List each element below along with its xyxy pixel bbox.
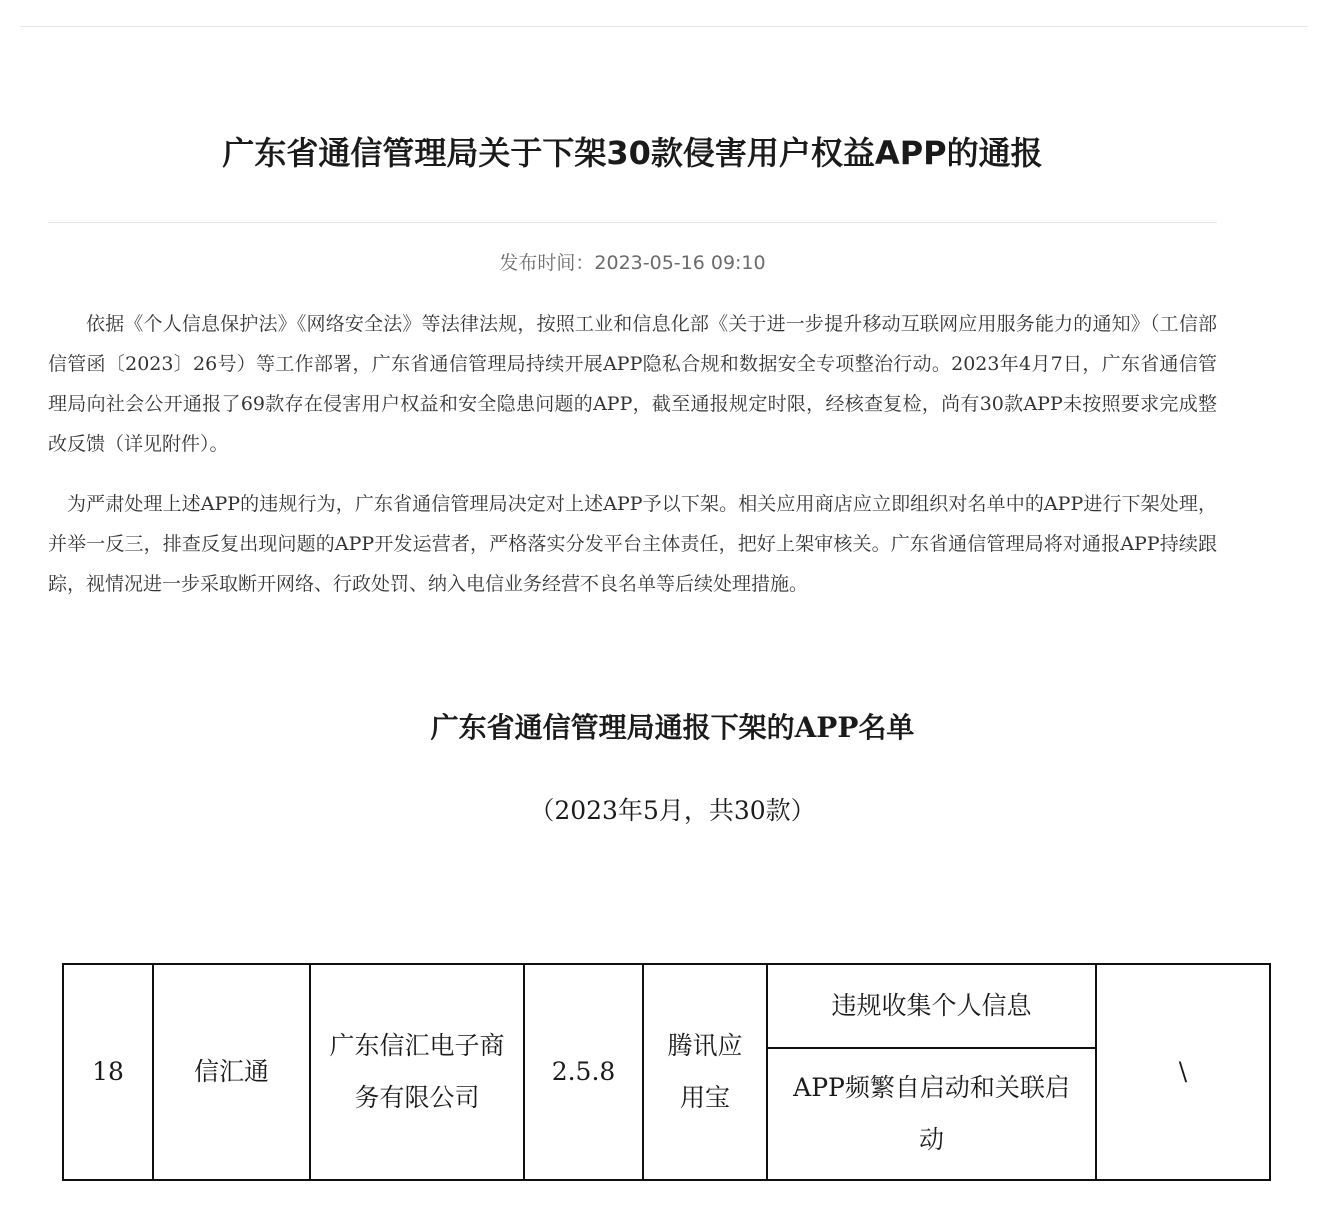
- publish-time: 2023-05-16 09:10: [594, 252, 766, 274]
- cell-developer: 广东信汇电子商务有限公司: [310, 964, 524, 1180]
- cell-source: 腾讯应用宝: [643, 964, 767, 1180]
- cell-index: 18: [63, 964, 153, 1180]
- attachment-subtitle: （2023年5月，共30款）: [529, 796, 816, 825]
- attachment-title: 广东省通信管理局通报下架的APP名单: [430, 711, 915, 744]
- article-title: 广东省通信管理局关于下架30款侵害用户权益APP的通报: [222, 134, 1043, 172]
- cell-note: \: [1096, 964, 1270, 1180]
- publish-info: [0, 248, 1265, 278]
- body-paragraph-2: 为严肃处理上述APP的违规行为，广东省通信管理局决定对上述APP予以下架。相关应用商店应立即组织对名单中的APP进行下架处理，并举一反三，排查反复出现问题的APP开发运营者，严格落实分发平台主体责任，把好上架审核关。广东省通信管理局将对通报APP持续跟踪，视情况进一步采取断开网络、行政处罚、纳入电信业务经营不良名单等后续处理措施。: [48, 493, 1217, 595]
- table-row: [63, 964, 1270, 1048]
- app-list-table: [62, 963, 1271, 1181]
- cell-app-name: 信汇通: [153, 964, 310, 1180]
- cell-version: 2.5.8: [524, 964, 643, 1180]
- title-divider: [48, 222, 1217, 223]
- top-divider: [20, 26, 1308, 27]
- cell-issue-2: APP频繁自启动和关联启动: [767, 1048, 1096, 1180]
- body-paragraph-1: 依据《个人信息保护法》《网络安全法》等法律法规，按照工业和信息化部《关于进一步提升移动互联网应用服务能力的通知》（工信部信管函〔2023〕26号）等工作部署，广东省通信管理局持续开展APP隐私合规和数据安全专项整治行动。2023年4月7日，广东省通信管理局向社会公开通报了69款存在侵害用户权益和安全隐患问题的APP，截至通报规定时限，经核查复检，尚有30款APP未按照要求完成整改反馈（详见附件）。: [48, 313, 1217, 455]
- cell-issue-1: 违规收集个人信息: [767, 964, 1096, 1048]
- publish-label: 发布时间：: [499, 252, 595, 274]
